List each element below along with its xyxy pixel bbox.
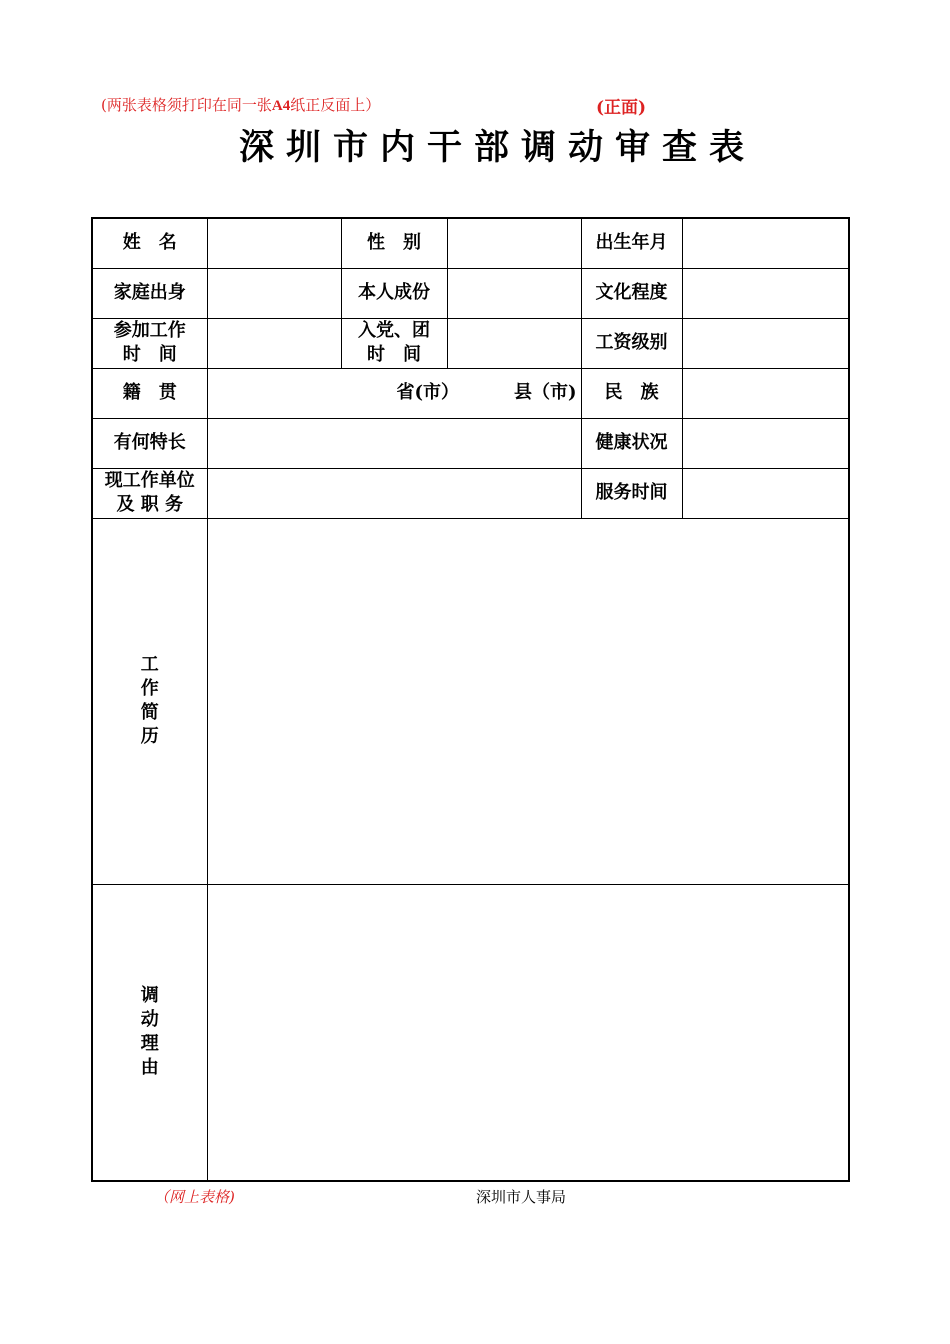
resume-field[interactable] <box>207 518 849 884</box>
print-note: (两张表格须打印在同一张A4纸正反面上） <box>101 96 381 114</box>
service-field[interactable] <box>682 468 849 518</box>
work-start-label: 参加工作 时 间 <box>92 318 207 368</box>
page-title: 深圳市内干部调动审查表 <box>238 127 756 168</box>
name-field[interactable] <box>207 218 341 268</box>
family-label: 家庭出身 <box>92 268 207 318</box>
birth-label: 出生年月 <box>581 218 682 268</box>
salary-field[interactable] <box>682 318 849 368</box>
native-label: 籍 贯 <box>92 368 207 418</box>
status-field[interactable] <box>447 268 581 318</box>
work-start-field[interactable] <box>207 318 341 368</box>
issuer-label: 深圳市人事局 <box>476 1188 567 1206</box>
ethnic-field[interactable] <box>682 368 849 418</box>
unit-field[interactable] <box>207 468 581 518</box>
family-field[interactable] <box>207 268 341 318</box>
reason-field[interactable] <box>207 884 849 1181</box>
skill-field[interactable] <box>207 418 581 468</box>
gender-field[interactable] <box>447 218 581 268</box>
birth-field[interactable] <box>682 218 849 268</box>
health-label: 健康状况 <box>581 418 682 468</box>
reason-label: 调 动 理 由 <box>92 884 207 1181</box>
ethnic-label: 民 族 <box>581 368 682 418</box>
status-label: 本人成份 <box>341 268 447 318</box>
province-label: 省(市） <box>396 382 460 403</box>
unit-label: 现工作单位 及 职 务 <box>92 468 207 518</box>
gender-label: 性 别 <box>341 218 447 268</box>
education-label: 文化程度 <box>581 268 682 318</box>
name-label: 姓 名 <box>92 218 207 268</box>
party-field[interactable] <box>447 318 581 368</box>
print-note-a4: A4 <box>271 98 291 114</box>
education-field[interactable] <box>682 268 849 318</box>
party-label: 入党、团 时 间 <box>341 318 447 368</box>
service-label: 服务时间 <box>581 468 682 518</box>
health-field[interactable] <box>682 418 849 468</box>
online-form-note: （网上表格) <box>154 1188 235 1206</box>
review-form-table <box>91 217 850 1182</box>
side-label: (正面) <box>596 98 647 118</box>
skill-label: 有何特长 <box>92 418 207 468</box>
resume-label: 工 作 简 历 <box>92 518 207 884</box>
county-label: 县（市) <box>514 382 577 403</box>
native-field[interactable] <box>207 368 581 418</box>
salary-label: 工资级别 <box>581 318 682 368</box>
